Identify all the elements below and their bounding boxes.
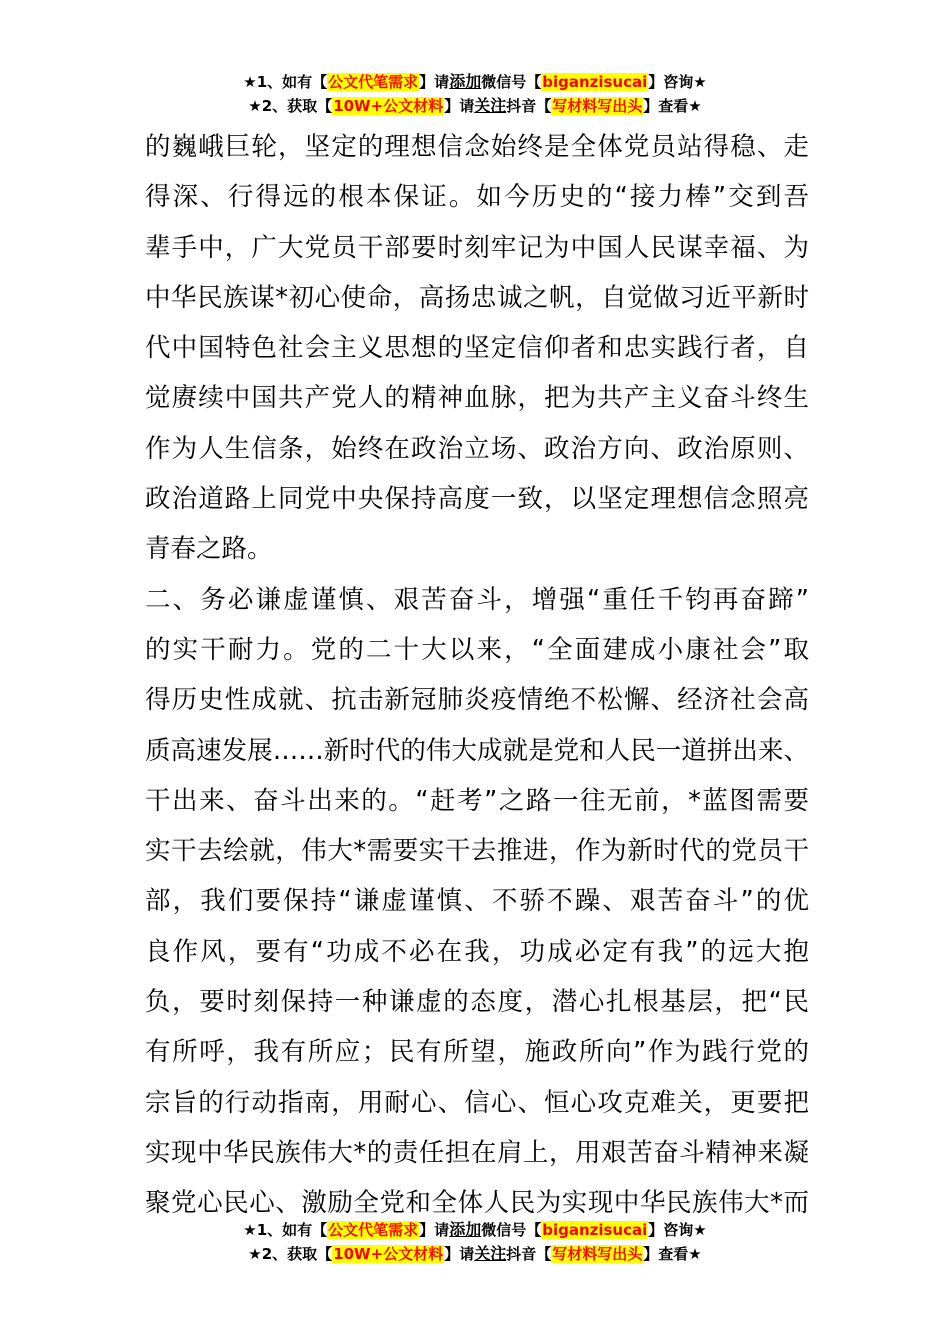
body-line: 代中国特色社会主义思想的坚定信仰者和忠实践行者，自: [145, 333, 809, 364]
banner-text: 】咨询★: [648, 73, 707, 91]
banner-text: 】查看★: [643, 97, 702, 115]
banner-text: 微信号【: [481, 73, 542, 91]
banner-text: 抖音【: [506, 1245, 552, 1263]
banner-wechat-id: biganzisucai: [542, 1221, 648, 1239]
header-banner: [0, 70, 950, 118]
body-line: 部，我们要保持“谦虚谨慎、不骄不躁、艰苦奋斗”的优: [145, 886, 809, 917]
document-body: [145, 122, 809, 1229]
banner-text: ★1、如有【: [243, 73, 328, 91]
banner-text: 】咨询★: [648, 1221, 707, 1239]
banner-line-2: [0, 1242, 950, 1266]
body-line: 中华民族谋*初心使命，高扬忠诚之帆，自觉做习近平新时: [145, 282, 809, 313]
banner-emphasis: 添加: [449, 72, 482, 91]
body-line: 作为人生信条，始终在政治立场、政治方向、政治原则、: [145, 433, 809, 464]
body-line: 负，要时刻保持一种谦虚的态度，潜心扎根基层，把“民: [145, 987, 809, 1018]
footer-banner: [0, 1218, 950, 1266]
banner-text: 】请: [419, 1221, 450, 1239]
body-line: 聚党心民心、激励全党和全体人民为实现中华民族伟大*而: [145, 1188, 809, 1219]
body-line: 青春之路。: [145, 534, 273, 565]
banner-line-1: [0, 1218, 950, 1242]
banner-text: ★2、获取【: [248, 97, 333, 115]
body-line: 的巍峨巨轮，坚定的理想信念始终是全体党员站得稳、走: [145, 132, 809, 162]
body-line: 质高速发展……新时代的伟大成就是党和人民一道拼出来、: [145, 735, 809, 766]
body-line: 得历史性成就、抗击新冠肺炎疫情绝不松懈、经济社会高: [145, 685, 809, 716]
banner-highlight: 公文代笔需求: [328, 1221, 419, 1239]
body-line: 良作风，要有“功成不必在我，功成必定有我”的远大抱: [145, 936, 809, 967]
banner-emphasis: 添加: [449, 1220, 482, 1239]
banner-highlight: 10W+公文材料: [333, 97, 444, 115]
banner-text: 抖音【: [506, 97, 552, 115]
banner-text: 】查看★: [643, 1245, 702, 1263]
banner-text: ★2、获取【: [248, 1245, 333, 1263]
body-line: 实现中华民族伟大*的责任担在肩上，用艰苦奋斗精神来凝: [145, 1137, 809, 1168]
banner-line-2: [0, 94, 950, 118]
banner-text: 】请: [419, 73, 450, 91]
banner-douyin-id: 写材料写出头: [552, 1245, 643, 1263]
banner-emphasis: 关注: [474, 1244, 507, 1263]
banner-text: 】请: [444, 97, 475, 115]
body-line: 有所呼，我有所应；民有所望，施政所向”作为践行党的: [145, 1037, 809, 1068]
body-line: 宗旨的行动指南，用耐心、信心、恒心攻克难关，更要把: [145, 1087, 809, 1118]
body-line: 辈手中，广大党员干部要时刻牢记为中国人民谋幸福、为: [145, 232, 809, 263]
banner-wechat-id: biganzisucai: [542, 73, 648, 91]
body-line: 觉赓续中国共产党人的精神血脉，把为共产主义奋斗终生: [145, 383, 809, 414]
body-line: 的实干耐力。党的二十大以来，“全面建成小康社会”取: [145, 634, 809, 665]
banner-line-1: [0, 70, 950, 94]
body-line: 政治道路上同党中央保持高度一致，以坚定理想信念照亮: [145, 484, 809, 515]
banner-text: ★1、如有【: [243, 1221, 328, 1239]
banner-emphasis: 关注: [474, 96, 507, 115]
body-line: 干出来、奋斗出来的。“赶考”之路一往无前，*蓝图需要: [145, 785, 809, 816]
banner-highlight: 公文代笔需求: [328, 73, 419, 91]
banner-text: 】请: [444, 1245, 475, 1263]
body-line: 实干去绘就，伟大*需要实干去推进，作为新时代的党员干: [145, 836, 809, 867]
body-line: 得深、行得远的根本保证。如今历史的“接力棒”交到吾: [145, 182, 809, 213]
banner-highlight: 10W+公文材料: [333, 1245, 444, 1263]
banner-douyin-id: 写材料写出头: [552, 97, 643, 115]
section-heading-line: 二、务必谦虚谨慎、艰苦奋斗，增强“重任千钧再奋蹄”: [145, 584, 809, 615]
banner-text: 微信号【: [481, 1221, 542, 1239]
